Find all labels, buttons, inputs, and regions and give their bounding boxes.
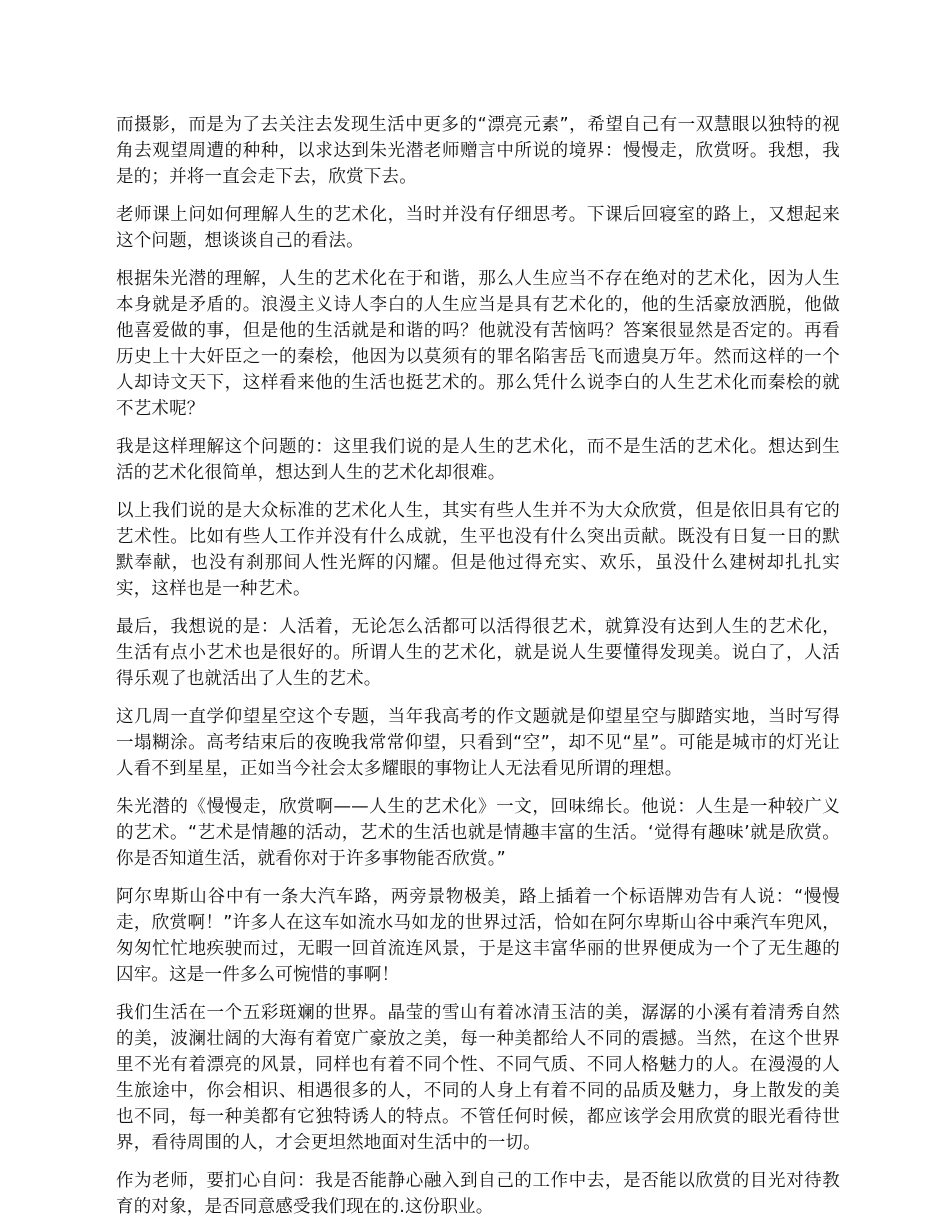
paragraph-3: 根据朱光潜的理解，人生的艺术化在于和谐，那么人生应当不存在绝对的艺术化，因为人生本身就是矛盾的。浪漫主义诗人李白的人生应当是具有艺术化的，他的生活豪放洒脱，他做他喜爱做的事，但是他的生活就是和谐的吗？他就没有苦恼吗？答案很显然是否定的。再看历史上十大奸臣之一的秦桧，他因为以莫须有的罪名陷害岳飞而遗臭万年。然而这样的一个人却诗文天下，这样看来他的生活也挺艺术的。那么凭什么说李白的人生艺术化而秦桧的就不艺术呢？: [116, 269, 840, 419]
paragraph-1: 而摄影，而是为了去关注去发现生活中更多的“漂亮元素”，希望自己有一双慧眼以独特的视角去观望周遭的种种，以求达到朱光潜老师赠言中所说的境界：慢慢走，欣赏呀。我想，我是的；并将一直会走下去，欣赏下去。: [116, 115, 840, 187]
paragraph-7: 这几周一直学仰望星空这个专题，当年我高考的作文题就是仰望星空与脚踏实地，当时写得一塌糊涂。高考结束后的夜晚我常常仰望，只看到“空”，却不见“星”。可能是城市的灯光让人看不到星星，正如当今社会太多耀眼的事物让人无法看见所谓的理想。: [116, 707, 840, 779]
paragraph-6: 最后，我想说的是：人活着，无论怎么活都可以活得很艺术，就算没有达到人生的艺术化，生活有点小艺术也是很好的。所谓人生的艺术化，就是说人生要懂得发现美。说白了，人活得乐观了也就活出了人生的艺术。: [116, 617, 840, 689]
paragraph-10: 我们生活在一个五彩斑斓的世界。晶莹的雪山有着冰清玉洁的美，潺潺的小溪有着清秀自然的美，波澜壮阔的大海有着宽广豪放之美，每一种美都给人不同的震撼。当然，在这个世界里不光有着漂亮的风景，同样也有着不同个性、不同气质、不同人格魅力的人。在漫漫的人生旅途中，你会相识、相遇很多的人，不同的人身上有着不同的品质及魅力，身上散发的美也不同，每一种美都有它独特诱人的特点。不管任何时候，都应该学会用欣赏的眼光看待世界，看待周围的人，才会更坦然地面对生活中的一切。: [116, 1003, 840, 1153]
document-page: [116, 112, 840, 1232]
paragraph-4: 我是这样理解这个问题的：这里我们说的是人生的艺术化，而不是生活的艺术化。想达到生活的艺术化很简单，想达到人生的艺术化却很难。: [116, 437, 840, 483]
paragraph-2: 老师课上问如何理解人生的艺术化，当时并没有仔细思考。下课后回寝室的路上，又想起来这个问题，想谈谈自己的看法。: [116, 205, 840, 251]
paragraph-8: 朱光潜的《慢慢走，欣赏啊——人生的艺术化》一文，回味绵长。他说：人生是一种较广义的艺术。“艺术是情趣的活动，艺术的生活也就是情趣丰富的生活。‘觉得有趣味’就是欣赏。你是否知道生活，就看你对于许多事物能否欣赏。”: [116, 797, 840, 869]
paragraph-9: 阿尔卑斯山谷中有一条大汽车路，两旁景物极美，路上插着一个标语牌劝告有人说：“慢慢走，欣赏啊！”许多人在这车如流水马如龙的世界过活，恰如在阿尔卑斯山谷中乘汽车兜风，匆匆忙忙地疾驶而过，无暇一回首流连风景，于是这丰富华丽的世界便成为一个了无生趣的囚牢。这是一件多么可惋惜的事啊！: [116, 887, 840, 985]
paragraph-5: 以上我们说的是大众标准的艺术化人生，其实有些人生并不为大众欣赏，但是依旧具有它的艺术性。比如有些人工作并没有什么成就，生平也没有什么突出贡献。既没有日复一日的默默奉献，也没有刹那间人性光辉的闪耀。但是他过得充实、欢乐，虽没什么建树却扎扎实实，这样也是一种艺术。: [116, 501, 840, 599]
paragraph-11: 作为老师，要扪心自问：我是否能静心融入到自己的工作中去，是否能以欣赏的目光对待教育的对象，是否同意感受我们现在的.这份职业。: [116, 1171, 840, 1217]
